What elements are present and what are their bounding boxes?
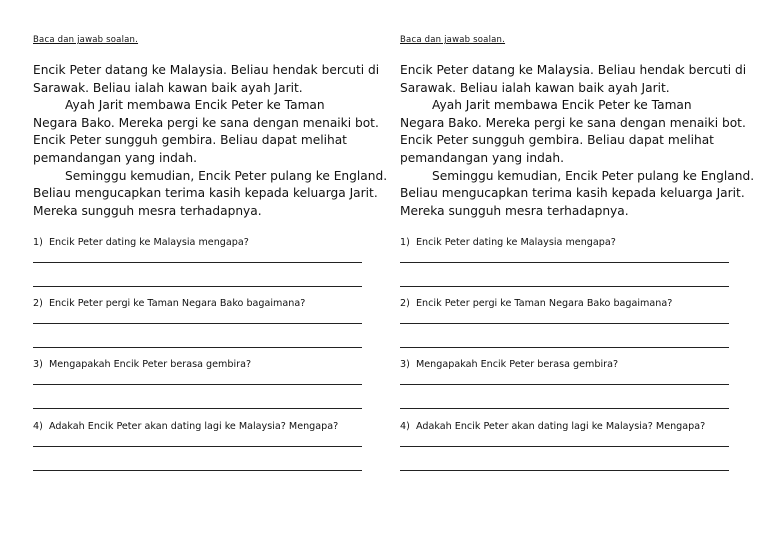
answer-line[interactable] <box>33 262 362 263</box>
question-number: 4) <box>400 421 410 432</box>
passage-line: Mereka sungguh mesra terhadapnya. <box>400 203 629 218</box>
passage-line: Encik Peter datang ke Malaysia. Beliau hendak bercuti di <box>33 63 380 77</box>
instruction-heading: Baca dan jawab soalan. <box>400 35 506 45</box>
reading-passage <box>33 62 388 220</box>
question-text: Mengapakah Encik Peter berasa gembira? <box>49 359 252 370</box>
answer-line[interactable] <box>400 384 729 385</box>
passage-line: pemandangan yang indah. <box>33 150 197 165</box>
question-1 <box>400 237 730 249</box>
question-text: Encik Peter dating ke Malaysia mengapa? <box>49 237 249 248</box>
passage-line: Ayah Jarit membawa Encik Peter ke Taman <box>65 98 325 113</box>
passage-line: Encik Peter sungguh gembira. Beliau dapat melihat <box>33 133 347 148</box>
question-3 <box>400 359 730 371</box>
answer-line[interactable] <box>33 470 362 471</box>
passage-line: pemandangan yang indah. <box>400 150 564 165</box>
question-3 <box>33 359 363 371</box>
answer-line[interactable] <box>400 408 729 409</box>
question-2 <box>33 298 363 310</box>
question-text: Encik Peter dating ke Malaysia mengapa? <box>416 237 616 248</box>
question-number: 3) <box>33 359 43 370</box>
question-4 <box>33 421 363 433</box>
question-text: Encik Peter pergi ke Taman Negara Bako bagaimana? <box>49 298 306 309</box>
answer-line[interactable] <box>33 408 362 409</box>
passage-line: Negara Bako. Mereka pergi ke sana dengan menaiki bot. <box>400 115 746 130</box>
answer-line[interactable] <box>33 347 362 348</box>
answer-line[interactable] <box>33 323 362 324</box>
question-number: 1) <box>400 237 410 248</box>
passage-line: Beliau mengucapkan terima kasih kepada keluarga Jarit. <box>33 186 378 201</box>
answer-line[interactable] <box>400 446 729 447</box>
passage-line: Encik Peter sungguh gembira. Beliau dapat melihat <box>400 133 714 148</box>
answer-line[interactable] <box>33 384 362 385</box>
passage-line: Ayah Jarit membawa Encik Peter ke Taman <box>432 98 692 113</box>
answer-line[interactable] <box>33 286 362 287</box>
question-number: 4) <box>33 421 43 432</box>
passage-line: Encik Peter datang ke Malaysia. Beliau hendak bercuti di <box>400 63 747 77</box>
answer-line[interactable] <box>400 347 729 348</box>
worksheet-left <box>33 0 388 543</box>
answer-line[interactable] <box>400 286 729 287</box>
passage-line: Beliau mengucapkan terima kasih kepada keluarga Jarit. <box>400 186 745 201</box>
passage-line: Mereka sungguh mesra terhadapnya. <box>33 203 262 218</box>
answer-line[interactable] <box>400 470 729 471</box>
reading-passage <box>400 62 755 220</box>
question-number: 2) <box>400 298 410 309</box>
question-number: 1) <box>33 237 43 248</box>
passage-line: Sarawak. Beliau ialah kawan baik ayah Jarit. <box>33 80 303 95</box>
question-4 <box>400 421 730 433</box>
worksheet-right <box>400 0 755 543</box>
passage-line: Seminggu kemudian, Encik Peter pulang ke England. <box>65 168 388 183</box>
question-number: 2) <box>33 298 43 309</box>
answer-line[interactable] <box>33 446 362 447</box>
passage-line: Negara Bako. Mereka pergi ke sana dengan menaiki bot. <box>33 115 379 130</box>
instruction-heading: Baca dan jawab soalan. <box>33 35 139 45</box>
answer-line[interactable] <box>400 323 729 324</box>
question-number: 3) <box>400 359 410 370</box>
passage-line: Seminggu kemudian, Encik Peter pulang ke England. <box>432 168 755 183</box>
answer-line[interactable] <box>400 262 729 263</box>
question-2 <box>400 298 730 310</box>
question-1 <box>33 237 363 249</box>
question-text: Adakah Encik Peter akan dating lagi ke Malaysia? Mengapa? <box>49 421 339 432</box>
passage-line: Sarawak. Beliau ialah kawan baik ayah Jarit. <box>400 80 670 95</box>
question-text: Adakah Encik Peter akan dating lagi ke Malaysia? Mengapa? <box>416 421 706 432</box>
question-text: Encik Peter pergi ke Taman Negara Bako bagaimana? <box>416 298 673 309</box>
question-text: Mengapakah Encik Peter berasa gembira? <box>416 359 619 370</box>
